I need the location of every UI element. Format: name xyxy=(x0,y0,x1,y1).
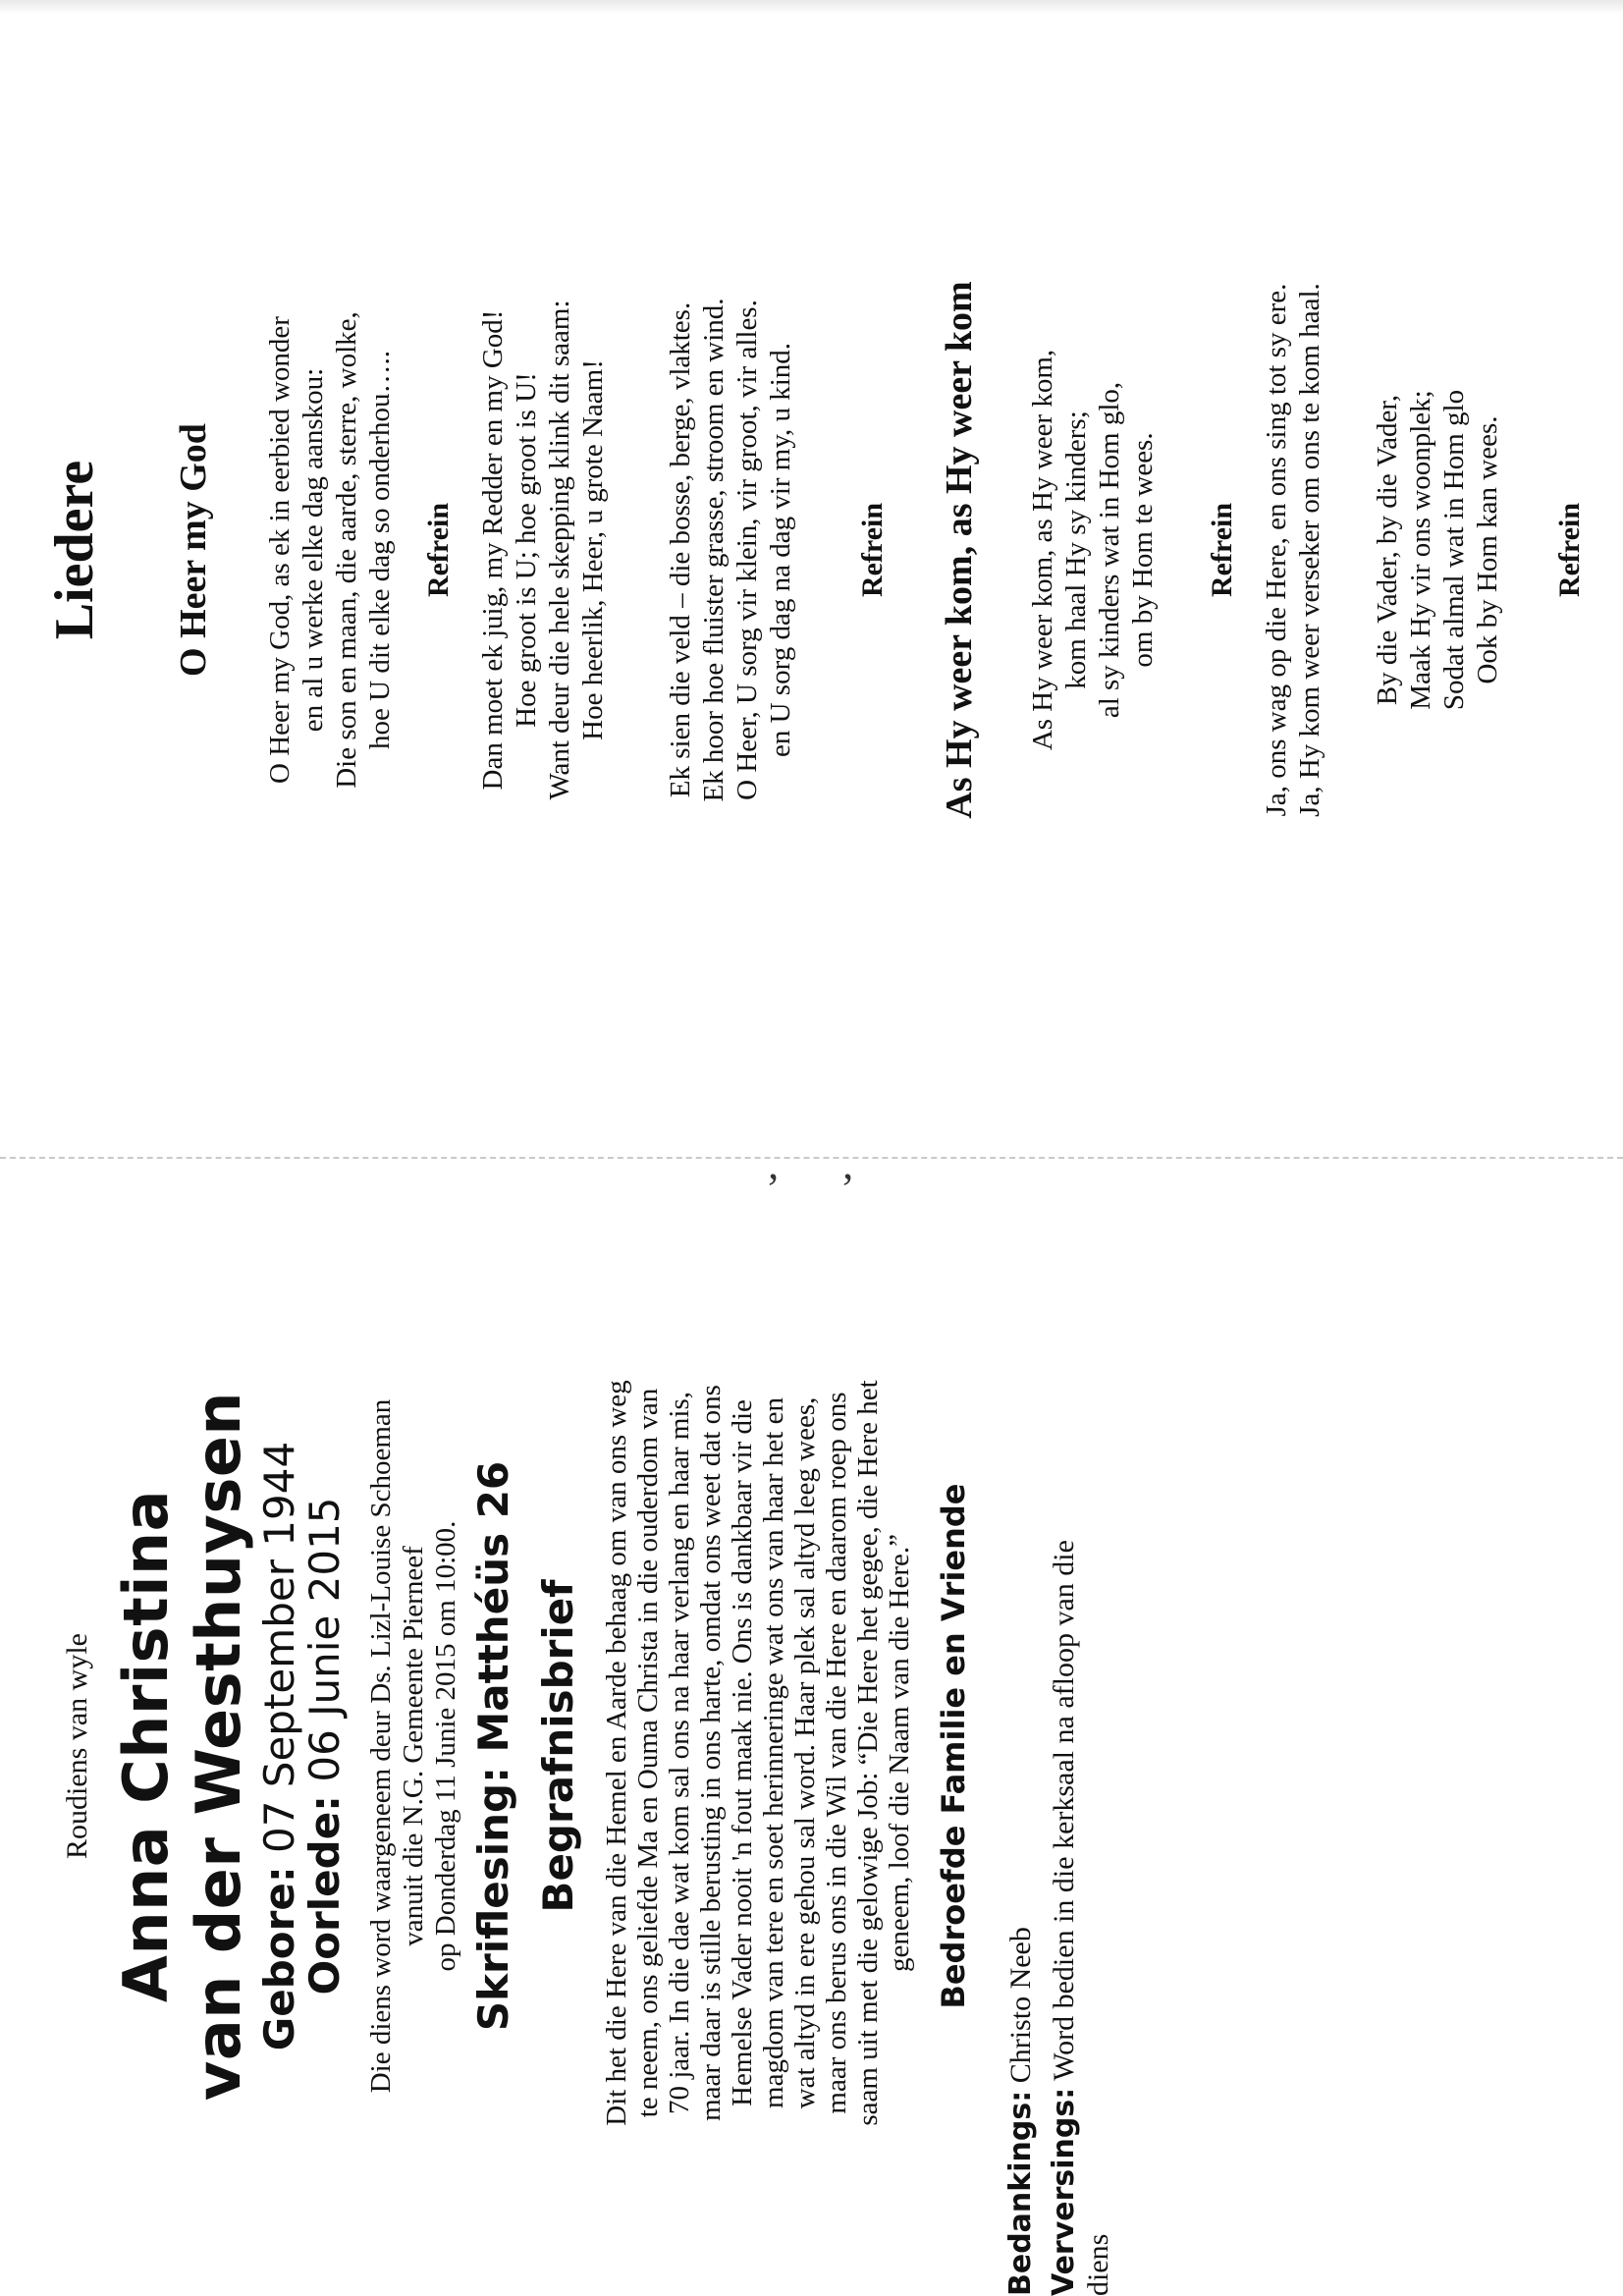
letter-line: saam uit met die gelowige Job: “Die Here het gegee, die Here het xyxy=(852,1380,884,2126)
song-1-title: O Heer my God xyxy=(173,423,214,677)
verse-line: O Heer, U sorg vir klein, vir groot, vir alles. xyxy=(731,300,763,800)
song-2-verse-1 xyxy=(1026,0,1160,1100)
verse-line: al sy kinders wat in Hom glo, xyxy=(1094,381,1125,719)
deceased-name-line-2: van der Westhuysen xyxy=(183,1391,254,2102)
liedere-panel xyxy=(0,0,1623,1100)
thanks-line xyxy=(1003,1206,1038,2296)
refresh-value: Word bedien in die kerksaal na afloop van die xyxy=(1048,1540,1080,2081)
verse-line: en U sorg dag na dag vir my, u kind. xyxy=(765,342,796,758)
verse-line: en al u werke elke dag aanskou: xyxy=(298,367,329,733)
song-2-refrein-label: Refrein xyxy=(1206,502,1238,598)
letter-line: wat altyd in ere gehou sal word. Haar plek sal altyd leeg wees, xyxy=(789,1396,821,2109)
letter-line: maar ons berus ons in die Wil van die Here en daarom roep ons xyxy=(821,1392,852,2114)
born-label: Gebore: xyxy=(255,1866,303,2051)
deceased-name-line-1: Anna Christina xyxy=(110,1490,182,2002)
refresh-line xyxy=(1047,1206,1081,2296)
verse-line: hoe U dit elke dag so onderhou….. xyxy=(364,351,396,749)
verse-line: Maak Hy vir ons woonplek; xyxy=(1405,390,1436,710)
liedere-title: Liedere xyxy=(44,460,105,640)
letter-line: geneem, loof die Naam van die Here.” xyxy=(884,1533,915,1973)
service-line: op Donderdag 11 Junie 2015 om 10:00. xyxy=(430,1520,461,1972)
verse-line: Ek sien die veld – die bosse, berge, vlaktes. xyxy=(665,301,696,798)
verse-line: Ek hoor hoe fluister grasse, stroom en wind. xyxy=(698,298,730,802)
died-label: Oorlede: xyxy=(300,1795,349,1995)
letter-line: Hemelse Vader nooit 'n fout maak nie. Ons is dankbaar vir die xyxy=(727,1399,758,2106)
signature: Bedroefde Familie en Vriende xyxy=(935,1483,972,2009)
song-1-refrein xyxy=(476,0,610,1100)
verse-line: By die Vader, by die Vader, xyxy=(1372,394,1403,706)
refresh-continuation: diens xyxy=(1082,2233,1114,2296)
refrein-line: Dan moet ek juig, my Redder en my God! xyxy=(477,309,509,791)
song-1-refrein-label: Refrein xyxy=(422,502,455,598)
fold-mark-right: ‚ xyxy=(840,1140,855,1188)
verse-line: kom haal Hy sy kinders; xyxy=(1060,410,1092,689)
song-2-verse-2 xyxy=(1260,0,1326,1100)
letter-line: te neem, ons geliefde Ma en Ouma Christa in die ouderdom van xyxy=(632,1388,664,2118)
funeral-letter xyxy=(601,1218,915,2288)
verse-line: Ja, ons wag op die Here, en ons sing tot sy ere. xyxy=(1261,283,1292,817)
died-line xyxy=(298,1196,352,2296)
song-1-verse-2 xyxy=(664,0,797,1100)
verse-line: om by Hom te wees. xyxy=(1127,432,1159,668)
scripture-reading: Skriflesing: Matthéüs 26 xyxy=(469,1460,517,2032)
fold-mark-left: ‚ xyxy=(766,1140,781,1188)
letter-title: Begrafnisbrief xyxy=(534,1579,582,1913)
verse-line: Sodat almal wat in Hom glo xyxy=(1438,389,1470,711)
song-2-refrein-2-label: Refrein xyxy=(1553,502,1586,598)
letter-line: magdom van tere en soet herinneringe wat ons van haar het en xyxy=(758,1397,789,2108)
verse-line: O Heer my God, as ek in eerbied wonder xyxy=(264,316,296,784)
verse-line: Ja, Hy kom weer verseker om ons te kom haal. xyxy=(1294,283,1325,817)
thanks-value: Christo Neeb xyxy=(1004,1927,1037,2084)
refrein-line: Want deur die hele skepping klink dit saam: xyxy=(544,300,575,800)
song-1-refrein-2-label: Refrein xyxy=(856,502,889,598)
thanks-label: Bedankings: xyxy=(1003,2090,1038,2296)
refresh-label: Verversings: xyxy=(1047,2087,1081,2296)
verse-line: As Hy weer kom, as Hy weer kom, xyxy=(1027,349,1058,751)
fold-line xyxy=(0,1157,1623,1159)
service-line: Die diens word waargeneem deur Ds. Lizl-Louise Schoeman xyxy=(365,1398,397,2094)
song-2-title: As Hy weer kom, as Hy weer kom xyxy=(939,281,980,819)
intro-text: Roudiens van wyle xyxy=(61,1633,93,1859)
born-date: 07 September 1944 xyxy=(255,1441,303,1853)
refrein-line: Hoe groot is U; hoe groot is U! xyxy=(511,372,542,728)
service-details xyxy=(365,1196,462,2296)
died-date: 06 Junie 2015 xyxy=(300,1497,349,1782)
letter-line: Dit het die Here van die Hemel en Aarde behaag om van ons weg xyxy=(601,1380,632,2126)
service-line: vanuit die N.G. Gemeente Pierneef xyxy=(398,1546,429,1946)
song-2-verse-3 xyxy=(1371,0,1504,1100)
letter-line: 70 jaar. In die dae wat kom sal ons na haar verlang en haar mis, xyxy=(664,1391,695,2115)
song-1-verse-1 xyxy=(263,0,397,1100)
verse-line: Ook by Hom kan wees. xyxy=(1472,415,1503,684)
refrein-line: Hoe heerlik, Heer, u grote Naam! xyxy=(577,359,609,740)
verse-line: Die son en maan, die aarde, sterre, wolke, xyxy=(331,311,362,789)
letter-line: maar daar is stille berusting in ons harte, omdat ons weet dat ons xyxy=(695,1385,727,2121)
cover-panel xyxy=(0,1196,1623,2296)
